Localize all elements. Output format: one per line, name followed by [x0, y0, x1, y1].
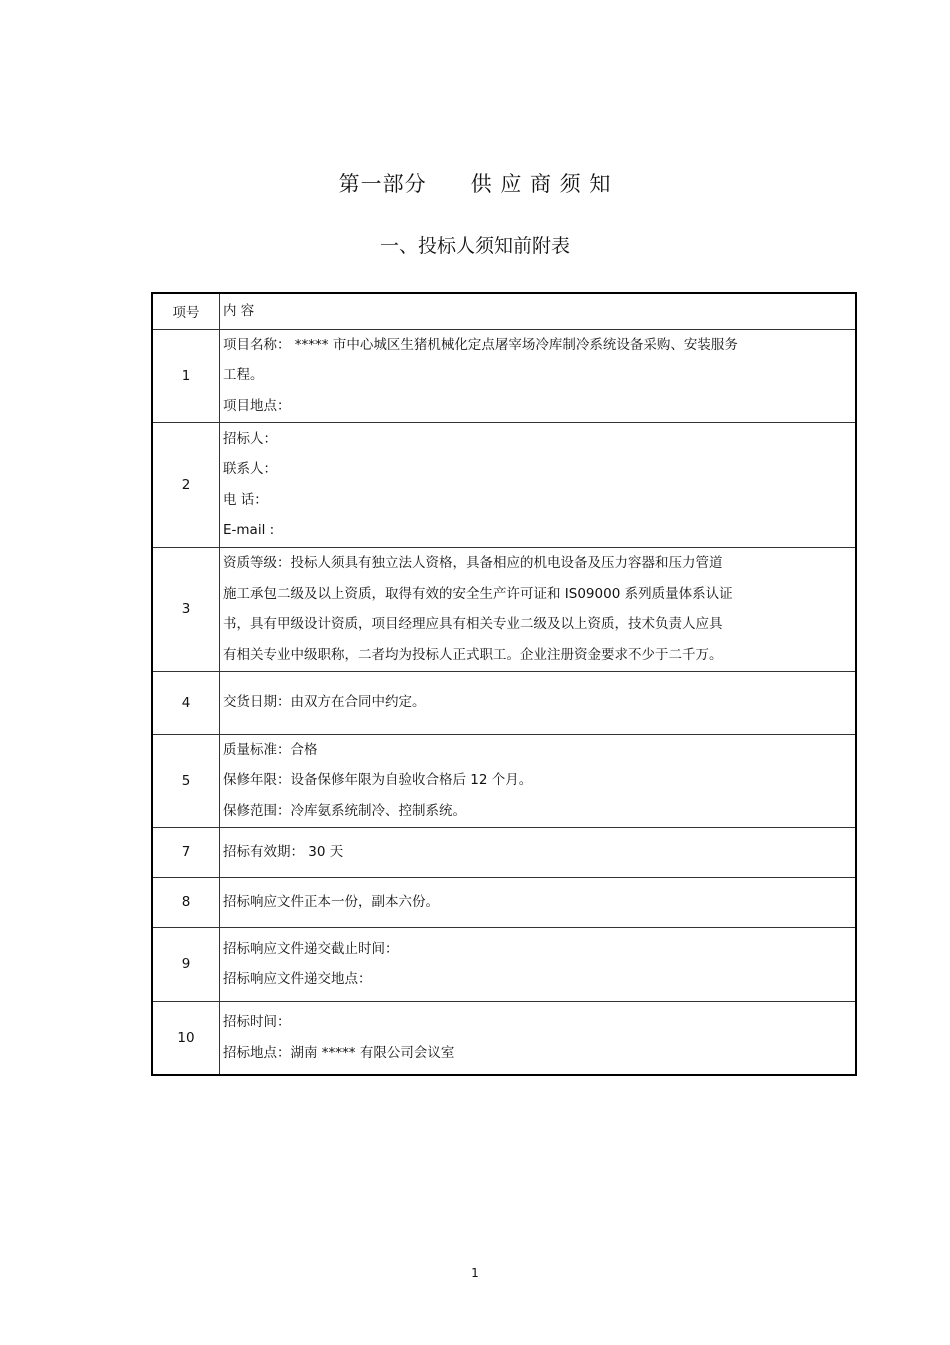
table-row: [152, 547, 856, 671]
content-line: 保修年限：设备保修年限为自验收合格后 12 个月。: [223, 772, 533, 789]
row-number: 3: [152, 547, 220, 671]
content-line: 有相关专业中级职称，二者均为投标人正式职工。企业注册资金要求不少于二千万。: [223, 646, 723, 663]
content-line: 招标响应文件递交截止时间：: [223, 940, 399, 957]
row-number: 2: [152, 422, 220, 547]
table-row: [152, 329, 856, 422]
table-row: [152, 827, 856, 877]
row-content: [220, 671, 857, 734]
row-content: [220, 1001, 857, 1075]
content-line: 招标地点：湖南 ***** 有限公司会议室: [223, 1044, 455, 1061]
table-row: [152, 1001, 856, 1075]
row-content: [220, 927, 857, 1001]
row-number: 4: [152, 671, 220, 734]
content-line: 保修范围：冷库氨系统制冷、控制系统。: [223, 802, 466, 819]
header-content: 内 容: [220, 293, 857, 329]
table-row: [152, 734, 856, 827]
content-line: 招标有效期： 30 天: [223, 843, 344, 860]
table-row: [152, 927, 856, 1001]
table-row: [152, 877, 856, 927]
row-number: 1: [152, 329, 220, 422]
row-content: [220, 422, 857, 547]
content-line: 项目地点：: [223, 397, 291, 414]
content-line: E-mail :: [223, 522, 275, 538]
content-line: 施工承包二级及以上资质，取得有效的安全生产许可证和 IS09000 系列质量体系认证: [223, 585, 733, 602]
content-line: 招标响应文件正本一份，副本六份。: [223, 893, 439, 910]
page-title: [0, 168, 950, 198]
part-label: 第一部分: [338, 172, 427, 196]
row-content: [220, 827, 857, 877]
header-no: 项号: [152, 293, 220, 329]
table-row: [152, 671, 856, 734]
content-line: 书，具有甲级设计资质，项目经理应具有相关专业二级及以上资质，技术负责人应具: [223, 616, 723, 632]
table-header-row: [152, 293, 856, 329]
section-title: 供 应 商 须 知: [470, 172, 612, 196]
row-content: [220, 877, 857, 927]
row-content: [220, 547, 857, 671]
row-number: 8: [152, 877, 220, 927]
subtitle: 一、投标人须知前附表: [379, 235, 570, 257]
content-line: 联系人：: [223, 461, 277, 477]
row-number: 9: [152, 927, 220, 1001]
page-number: 1: [471, 1266, 479, 1280]
row-number: 5: [152, 734, 220, 827]
content-line: 质量标准：合格: [223, 741, 318, 758]
content-line: 招标人：: [223, 430, 277, 447]
content-line: 招标响应文件递交地点：: [223, 971, 372, 987]
content-line: 项目名称： ***** 市中心城区生猪机械化定点屠宰场冷库制冷系统设备采购、安装服务: [223, 336, 738, 353]
row-number: 7: [152, 827, 220, 877]
table-row: [152, 422, 856, 547]
content-line: 招标时间：: [223, 1014, 291, 1031]
row-content: [220, 734, 857, 827]
bidder-notice-table: [151, 292, 857, 1076]
content-line: 交货日期：由双方在合同中约定。: [223, 694, 426, 711]
row-number: 10: [152, 1001, 220, 1075]
content-line: 资质等级：投标人须具有独立法人资格，具备相应的机电设备及压力容器和压力管道: [223, 555, 723, 571]
content-line: 电 话：: [223, 491, 268, 508]
content-line: 工程。: [223, 367, 264, 384]
row-content: [220, 329, 857, 422]
